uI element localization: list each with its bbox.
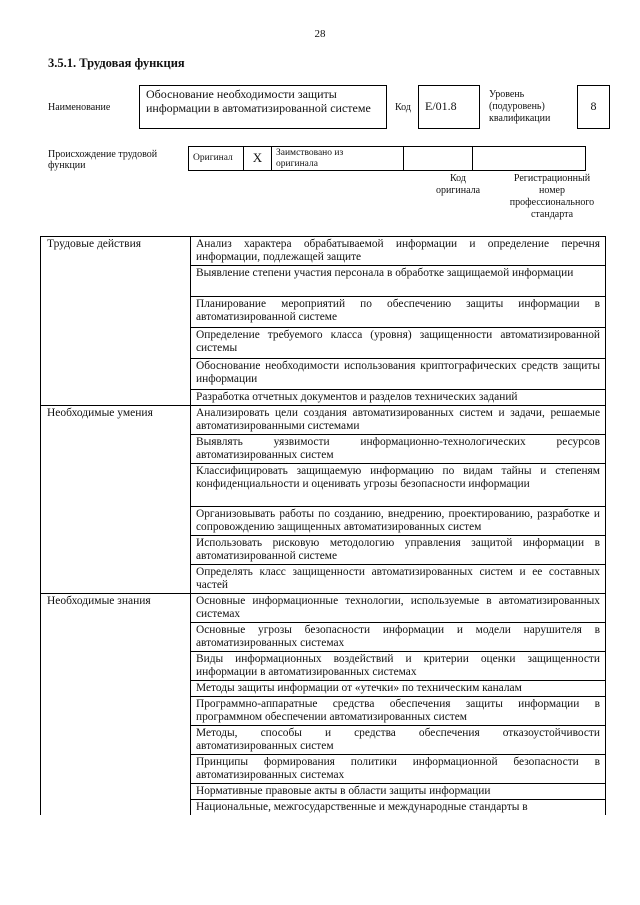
level-label-line2: (подуровень): [489, 101, 545, 112]
list-item: Методы защиты информации от «утечки» по техническим каналам: [191, 681, 606, 697]
borrowed-cell: [272, 147, 404, 171]
table-row: [41, 594, 606, 623]
competency-table: [40, 236, 606, 815]
table-row: [41, 406, 606, 435]
registration-number-cell: [473, 147, 586, 171]
list-item: Основные информационные технологии, используемые в автоматизированных системах: [191, 594, 606, 623]
section-title-cell: [41, 406, 191, 594]
list-item: Принципы формирования политики информационной безопасности в автоматизированных системах: [191, 755, 606, 784]
level-label-line1: Уровень: [489, 89, 525, 100]
list-item: Определять класс защищенности автоматизированных систем и ее составных частей: [191, 565, 606, 594]
code-caption-line1: Код: [450, 173, 466, 184]
list-item: Основные угрозы безопасности информации и модели нарушителя в автоматизированных системах: [191, 623, 606, 652]
reg-caption-line1: Регистрационный: [513, 173, 591, 184]
table-row: [41, 237, 606, 266]
reg-caption-line3: профессионального: [509, 197, 595, 208]
code-caption: [426, 173, 490, 197]
origin-label-line1: Происхождение трудовой: [48, 149, 158, 160]
list-item: Использовать рисковую методологию управления защитой информации в автоматизированной системе: [191, 536, 606, 565]
list-item: Классифицировать защищаемую информацию по видам тайны и степеням конфиденциальности и оценивать угрозы безопасности информации: [191, 464, 606, 507]
list-item: Обоснование необходимости использования криптографических средств защиты информации: [191, 359, 606, 390]
level-value: 8: [590, 99, 597, 113]
code-box: [418, 85, 480, 129]
original-label: Оригинал: [193, 153, 233, 163]
list-item: Организовывать работы по созданию, внедрению, проектированию, разработке и сопровождению защищенных автоматизированных систем: [191, 507, 606, 536]
code-value: E/01.8: [425, 99, 457, 113]
list-item: Программно-аппаратные средства обеспечения защиты информации в программном обеспечении автоматизированных систем: [191, 697, 606, 726]
original-mark: X: [252, 149, 263, 165]
section-title-cell: [41, 237, 191, 406]
section-title-cell: [41, 594, 191, 816]
list-item: Планирование мероприятий по обеспечению защиты информации в автоматизированной системе: [191, 297, 606, 328]
page-number: 28: [314, 28, 326, 40]
list-item: Выявлять уязвимости информационно-технологических ресурсов автоматизированных систем: [191, 435, 606, 464]
borrowed-label-line2: оригинала: [276, 158, 318, 169]
origin-table: [188, 146, 586, 171]
function-name-value: Обоснование необходимости защиты информации в автоматизированной системе: [146, 87, 371, 115]
code-caption-line2: оригинала: [435, 185, 481, 196]
section-title-required-skills: Необходимые умения: [47, 407, 153, 419]
borrowed-label-line1: Заимствовано из: [276, 147, 344, 158]
registration-caption: [496, 173, 608, 221]
section-title: 3.5.1. Трудовая функция: [48, 56, 185, 70]
list-item: Национальные, межгосударственные и международные стандарты в: [191, 800, 606, 816]
reg-caption-line4: стандарта: [530, 209, 574, 220]
reg-caption-line2: номер: [539, 185, 565, 196]
origin-label-line2: функции: [48, 160, 86, 171]
list-item: Определение требуемого класса (уровня) защищенности автоматизированной системы: [191, 328, 606, 359]
list-item: Выявление степени участия персонала в обработке защищаемой информации: [191, 266, 606, 297]
list-item: Виды информационных воздействий и критерии оценки защищенности информации в автоматизированных системах: [191, 652, 606, 681]
original-mark-cell: [244, 147, 272, 171]
original-label-cell: [189, 147, 244, 171]
list-item: Нормативные правовые акты в области защиты информации: [191, 784, 606, 800]
function-name-box: [139, 85, 387, 129]
level-label-line3: квалификации: [489, 113, 551, 124]
list-item: Анализировать цели создания автоматизированных систем и задачи, решаемые автоматизированными системами: [191, 406, 606, 435]
list-item: Методы, способы и средства обеспечения отказоустойчивости автоматизированных систем: [191, 726, 606, 755]
original-code-cell: [404, 147, 473, 171]
section-title-required-knowledge: Необходимые знания: [47, 595, 151, 607]
section-title-labor-actions: Трудовые действия: [47, 238, 142, 250]
list-item: Разработка отчетных документов и разделов технических заданий: [191, 390, 606, 406]
list-item: Анализ характера обрабатываемой информации и определение перечня информации, подлежащей защите: [191, 237, 606, 266]
code-label: Код: [395, 102, 411, 113]
level-box: [577, 85, 610, 129]
name-label: Наименование: [48, 102, 111, 113]
